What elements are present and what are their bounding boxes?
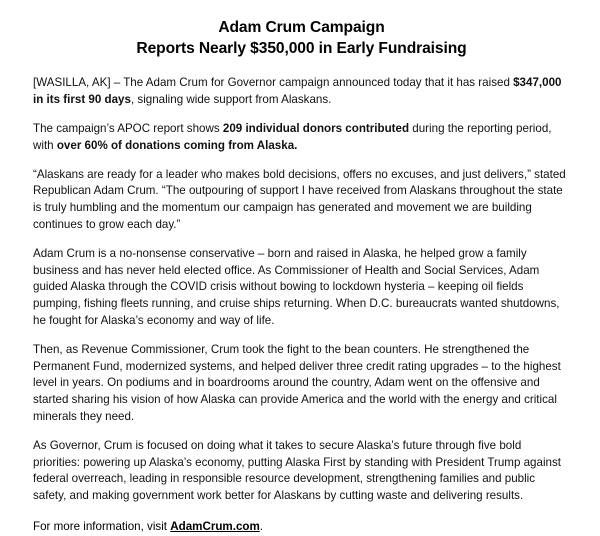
footer-prefix: For more information, visit — [33, 520, 171, 533]
paragraph-revenue-commissioner-segment-0: Then, as Revenue Commissioner, Crum took the fight to the bean counters. He strengthened the Permanent Fund, modernized systems, and helped deliver three credit rating upgrades – to the highest level in years. On podiums and in boardrooms around the country, Adam went on the offensive and started sharing his vision of how Alaska can provide America and the world with the energy and critical minerals they need. — [33, 342, 561, 424]
paragraph-apoc-report-segment-1: 209 individual donors contributed — [222, 122, 410, 136]
headline-line-1: Adam Crum Campaign — [218, 19, 385, 36]
paragraph-lede-segment-1: $347,000 in its first 90 days — [33, 76, 562, 107]
paragraph-apoc-report-segment-3: over 60% of donations coming from Alaska. — [56, 138, 298, 152]
paragraph-lede-segment-0: [WASILLA, AK] – The Adam Crum for Governor campaign announced today that it has raised — [33, 76, 514, 90]
paragraph-apoc-report-segment-2: during the reporting period, with — [33, 122, 552, 152]
page-title — [33, 18, 570, 59]
paragraph-quote — [33, 167, 570, 234]
paragraph-lede — [33, 75, 570, 109]
paragraph-bio — [33, 246, 570, 330]
paragraph-revenue-commissioner — [33, 342, 570, 426]
headline-line-2: Reports Nearly $350,000 in Early Fundraising — [136, 39, 467, 57]
paragraph-as-governor — [33, 438, 570, 505]
paragraph-quote-segment-0: “Alaskans are ready for a leader who makes bold decisions, offers no excuses, and just delivers,” stated Republican Adam Crum. “The outpouring of support I have received from Alaskans throughout the state is truly humbling and the momentum our campaign has generated and movement we are building continues to grow each day.” — [33, 167, 566, 232]
footer-contact-line — [33, 519, 570, 536]
paragraph-apoc-report-segment-0: The campaign’s APOC report shows — [33, 122, 223, 136]
document-body — [33, 75, 570, 505]
adamcrum-website-link[interactable]: AdamCrum.com — [170, 520, 260, 533]
paragraph-as-governor-segment-0: As Governor, Crum is focused on doing what it takes to secure Alaska’s future through five bold priorities: powering up Alaska’s economy, putting Alaska First by standing with President Trump against federal overreach, leading in responsible resource development, strengthening families and public safety, and making government work better for Alaskans by cutting waste and delivering results. — [33, 438, 561, 503]
paragraph-lede-segment-2: , signaling wide support from Alaskans. — [130, 93, 332, 107]
footer-suffix: . — [259, 520, 264, 533]
paragraph-bio-segment-0: Adam Crum is a no-nonsense conservative – born and raised in Alaska, he helped grow a family business and has never held elected office. As Commissioner of Health and Social Services, Adam guided Alaska through the COVID crisis without bowing to lockdown hysteria – keeping oil fields pumping, fishing fleets running, and cruise ships returning. When D.C. bureaucrats wanted shutdowns, he fought for Alaska’s economy and way of life. — [33, 246, 560, 328]
paragraph-apoc-report — [33, 121, 570, 155]
